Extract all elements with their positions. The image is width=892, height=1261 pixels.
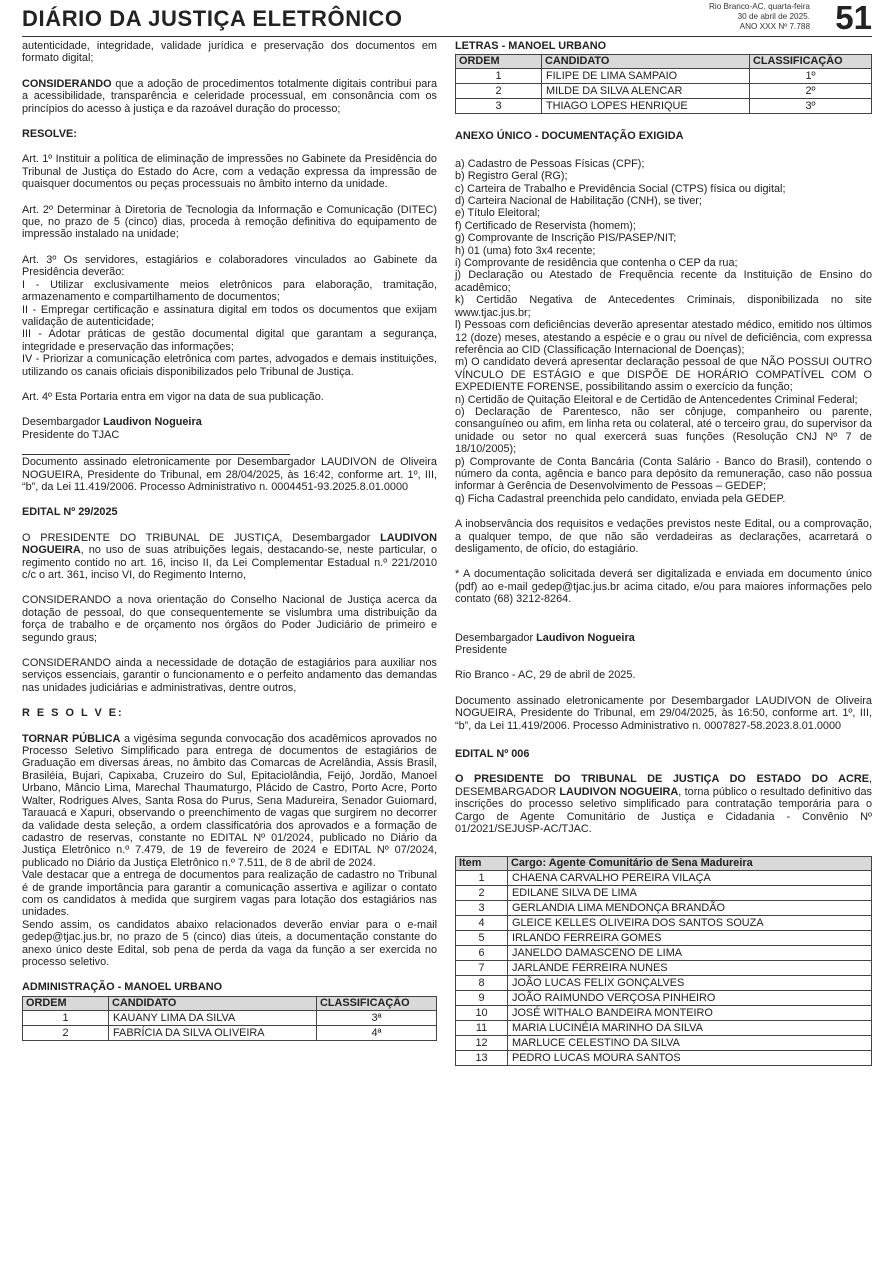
edital-intro-a: O PRESIDENTE DO TRIBUNAL DE JUSTIÇA, Desembargador: [22, 531, 381, 544]
list-item: f) Certificado de Reservista (homem);: [455, 219, 636, 232]
cell-item: 8: [456, 975, 508, 990]
cell-name: CHAENA CARVALHO PEREIRA VILAÇA: [508, 870, 872, 885]
edital-006-name: LAUDIVON NOGUEIRA: [559, 785, 679, 798]
page-header: [22, 0, 872, 37]
resolve-heading: RESOLVE:: [22, 128, 77, 141]
article-3-item-i: I - Utilizar exclusivamente meios eletrônicos para elaboração, tramitação, armazenamento e compartilhamento de documentos;: [22, 278, 437, 304]
article-4: Art. 4º Esta Portaria entra em vigor na data de sua publicação.: [22, 390, 324, 403]
documents-list: [455, 158, 872, 505]
letras-table-title: LETRAS - MANOEL URBANO: [455, 40, 607, 52]
list-item: g) Comprovante de Inscrição PIS/PASEP/NIT;: [455, 232, 677, 245]
edital-006-d: , torna público o resultado definitivo das inscrições do processo seletivo simplificado para contratação temporária para o Cargo de Agente Comunitário de Justiça e Cidadania - Convênio Nº 01/2021/SEJUSP-AC/TJAC.: [455, 785, 872, 836]
cell-classificacao: 2º: [750, 84, 872, 99]
table-header-row: [456, 856, 872, 870]
article-3-item-iii: III - Adotar práticas de gestão documental digital que garantam a segurança, integridade e preservação das informações;: [22, 328, 437, 353]
col-candidato: CANDIDATO: [542, 55, 750, 69]
cell-candidato: FABRÍCIA DA SILVA OLIVEIRA: [109, 1025, 317, 1040]
signature-name: Laudivon Nogueira: [103, 416, 202, 429]
table-row: [456, 990, 872, 1005]
edital-006-org: O PRESIDENTE DO TRIBUNAL DE JUSTIÇA DO ESTADO DO ACRE: [455, 773, 869, 786]
signature-prefix: Desembargador: [22, 416, 104, 429]
list-item: a) Cadastro de Pessoas Físicas (CPF);: [455, 157, 645, 170]
paragraph-authenticity: autenticidade, integridade, validade jurídica e preservação dos documentos em formato digital;: [22, 40, 437, 65]
table-row: [456, 84, 872, 99]
list-item: q) Ficha Cadastral preenchida pelo candidato, enviada pela GEDEP.: [455, 492, 786, 505]
cell-name: GLEICE KELLES OLIVEIRA DOS SANTOS SOUZA: [508, 915, 872, 930]
col-ordem: ORDEM: [456, 55, 542, 69]
cell-item: 13: [456, 1050, 508, 1065]
table-row: [456, 930, 872, 945]
cell-item: 11: [456, 1020, 508, 1035]
list-item: p) Comprovante de Conta Bancária (Conta Salário - Banco do Brasil), contendo o número da conta, agência e banco para depósito da remuneração, caso não possua informar à Gerência de Desenvolvimento de Pessoas – GEDEP;: [455, 455, 872, 493]
cell-classificacao: 1º: [750, 69, 872, 84]
list-item: m) O candidato deverá apresentar declaração pessoal de que NÃO POSSUI OUTRO VÍNCULO DE ESTÁGIO e que DISPÕE DE HORÁRIO COMPATÍVEL COM O EXPEDIENTE FORENSE, possibilitando assim o exercício da função;: [455, 356, 872, 394]
considerando-text: que a adoção de procedimentos totalmente digitais contribui para a acessibilidade, transparência e celeridade processual, em consonância com os princípios do acesso à justiça e da razoável duração do processo;: [22, 77, 437, 115]
col-cargo: Cargo: Agente Comunitário de Sena Madureira: [508, 856, 872, 870]
left-column: [22, 40, 437, 1053]
table-row: [456, 870, 872, 885]
cell-ordem: 1: [23, 1010, 109, 1025]
table-row: [456, 900, 872, 915]
paragraph-considerando: [22, 78, 437, 115]
cell-name: PEDRO LUCAS MOURA SANTOS: [508, 1050, 872, 1065]
cell-name: JOSÉ WITHALO BANDEIRA MONTEIRO: [508, 1005, 872, 1020]
header-date: 30 de abril de 2025.: [737, 12, 810, 21]
cell-classificacao: 4ª: [317, 1025, 437, 1040]
edital-006-b: , DESEMBARGADOR: [455, 773, 872, 798]
col-classificacao: CLASSIFICAÇÃO: [317, 996, 437, 1010]
col-ordem: ORDEM: [23, 996, 109, 1010]
cell-name: GERLANDIA LIMA MENDONÇA BRANDÃO: [508, 900, 872, 915]
sendo-assim: Sendo assim, os candidatos abaixo relacionados deverão enviar para o e-mail gedep@tjac.jus.br, no prazo de 5 (cinco) dias úteis, a documentação constante do anexo único deste Edital, sob pena de perda da vaga da função a ser exercida no processo seletivo.: [22, 918, 437, 968]
list-item: n) Certidão de Quitação Eleitoral e de Certidão de Antencedentes Criminal Federal;: [455, 393, 858, 406]
table-row: [456, 915, 872, 930]
cell-name: JOÃO LUCAS FELIX GONÇALVES: [508, 975, 872, 990]
table-row: [456, 1035, 872, 1050]
cell-candidato: MILDE DA SILVA ALENCAR: [542, 84, 750, 99]
table-row: [23, 1010, 437, 1025]
cell-ordem: 3: [456, 99, 542, 114]
masthead: DIÁRIO DA JUSTIÇA ELETRÔNICO: [22, 6, 403, 31]
page-number: 51: [835, 0, 872, 36]
table-header-row: [23, 996, 437, 1010]
inobservancia: A inobservância dos requisitos e vedações previstos neste Edital, ou a comprovação, a qualquer tempo, de que não são verdadeiras as declarações, acarretará o desligamento, de ofício, do estagiário.: [455, 518, 872, 555]
header-edition: ANO XXX Nº 7.788: [739, 22, 810, 31]
article-3: Art. 3º Os servidores, estagiários e colaboradores vinculados ao Gabinete da Presidência deverão:: [22, 253, 437, 279]
cell-name: JARLANDE FERREIRA NUNES: [508, 960, 872, 975]
header-place-date: Rio Branco-AC, quarta-feira: [708, 2, 810, 11]
table-row: [456, 69, 872, 84]
edital-intro-name: LAUDIVON NOGUEIRA: [22, 531, 437, 557]
cell-item: 9: [456, 990, 508, 1005]
signature-name: Laudivon Nogueira: [536, 631, 635, 644]
edital-29-title: EDITAL Nº 29/2025: [22, 506, 118, 519]
cell-ordem: 2: [456, 84, 542, 99]
cell-ordem: 1: [456, 69, 542, 84]
edital-006-text: [455, 773, 872, 835]
tornar-publica-label: TORNAR PÚBLICA: [22, 732, 121, 745]
cell-candidato: KAUANY LIMA DA SILVA: [109, 1010, 317, 1025]
digitalization-note: * A documentação solicitada deverá ser digitalizada e enviada em documento único (pdf) ao e-mail gedep@tjac.jus.br acima citado, e/ou para maiores informações pelo contato (68) 3212-8264.: [455, 568, 872, 606]
cell-item: 1: [456, 870, 508, 885]
cell-classificacao: 3ª: [317, 1010, 437, 1025]
vale-destacar: Vale destacar que a entrega de documentos para realização de cadastro no Tribunal é de grande importância para garantir a comunicação assertiva e agilizar o contato com os candidatos à medida que surgirem vagas para lotação dos estagiários nas unidades.: [22, 869, 437, 919]
list-item: j) Declaração ou Atestado de Frequência recente da Instituição de Ensino do acadêmico;: [455, 269, 872, 294]
article-2: Art. 2º Determinar à Diretoria de Tecnologia da Informação e Comunicação (DITEC) que, no prazo de 5 (cinco) dias, proceda à remoção definitiva do equipamento de impressão instalado na unidade;: [22, 203, 437, 241]
cell-name: EDILANE SILVA DE LIMA: [508, 885, 872, 900]
list-item: k) Certidão Negativa de Antecedentes Criminais, disponibilizada no site www.tjac.jus.br;: [455, 294, 872, 319]
list-item: o) Declaração de Parentesco, não ser cônjuge, companheiro ou parente, consanguíneo ou afim, em linha reta ou colateral, até o terceiro grau, do supervisor da unidade ou setor no qual exercerá suas funções (Resolução CNJ Nº 7 de 18/10/2005);: [455, 405, 872, 456]
right-column: [455, 40, 872, 1078]
cell-ordem: 2: [23, 1025, 109, 1040]
table-row: [456, 1020, 872, 1035]
cell-item: 6: [456, 945, 508, 960]
considerando-label: CONSIDERANDO: [22, 77, 112, 90]
signature-role: Presidente do TJAC: [22, 428, 120, 441]
signature-prefix: Desembargador: [455, 631, 537, 644]
list-item: h) 01 (uma) foto 3x4 recente;: [455, 244, 596, 257]
edital-intro-c: , no uso de suas atribuições legais, destacando-se, neste particular, o regimento contido no art. 16, inciso II, da Lei Complementar Estadual n.º 221/2010 c/c o art. 361, inciso VI, do Regimento Interno,: [22, 544, 437, 581]
col-classificacao: CLASSIFICAÇÃO: [750, 55, 872, 69]
cell-classificacao: 3º: [750, 99, 872, 114]
edital-006-title: EDITAL Nº 006: [455, 748, 530, 761]
signature-block: [22, 416, 437, 441]
tornar-publica: [22, 733, 437, 869]
cell-name: JANELDO DAMASCENO DE LIMA: [508, 945, 872, 960]
header-info: [709, 2, 810, 32]
tornar-publica-text: a vigésima segunda convocação dos acadêmicos aprovados no Processo Seletivo Simplificado para entrega de documentos de estagiários de Graduação em diversas áreas, no âmbito das Comarcas de Acrelândia, Assis Brasil, Brasiléia, Bujari, Capixaba, Cruzeiro do Sul, Epitaciolândia, Feijó, Jordão, Manoel Urbano, Mâncio Lima, Marechal Thaumaturgo, Plácido de Castro, Porto Acre, Porto Walter, Rodrigues Alves, Santa Rosa do Purus, Sena Madureira, Senador Guiomard, Tarauacá e Xapuri, observando o preenchimento de vagas que surgirem no decorrer da validade desta seleção, a ordem classificatória dos aprovados e a formação de cadastro de reservas, constante no EDITAL Nº 01/2024, publicado no Diário da Justiça Eletrônico n.º 7.479, de 19 de fevereiro de 2024 e EDITAL Nº 07/2024, publicado no Diário da Justiça Eletrônico n.º 7.511, de 8 de abril de 2024.: [22, 732, 437, 869]
table-row: [456, 1005, 872, 1020]
cell-name: IRLANDO FERREIRA GOMES: [508, 930, 872, 945]
table-header-row: [456, 55, 872, 69]
considerando-2: CONSIDERANDO ainda a necessidade de dotação de estagiários para auxiliar nos serviços essenciais, garantir o funcionamento e o perfeito andamento das demandas nas unidades judiciárias e administrativas, dentre outros,: [22, 657, 437, 694]
cell-item: 5: [456, 930, 508, 945]
table-row: [456, 99, 872, 114]
cell-item: 12: [456, 1035, 508, 1050]
signature-role: Presidente: [455, 644, 508, 657]
table-row: [456, 945, 872, 960]
table-row: [456, 975, 872, 990]
letras-table: [455, 54, 872, 114]
col-candidato: CANDIDATO: [109, 996, 317, 1010]
list-item: e) Título Eleitoral;: [455, 207, 541, 220]
electronic-signature-note: Documento assinado eletronicamente por Desembargador LAUDIVON de Oliveira NOGUEIRA, Presidente do Tribunal, em 28/04/2025, às 16:42, conforme art. 1º, III, “b”, da Lei 11.419/2006. Processo Administrativo n. 0004451-93.2025.8.01.0000: [22, 456, 437, 493]
table-row: [456, 1050, 872, 1065]
agentes-table: [455, 856, 872, 1066]
cell-item: 7: [456, 960, 508, 975]
cell-name: MARIA LUCINÉIA MARINHO DA SILVA: [508, 1020, 872, 1035]
resolve-heading-2: R E S O L V E:: [22, 707, 124, 720]
anexo-title: ANEXO ÚNICO - DOCUMENTAÇÃO EXIGIDA: [455, 130, 684, 143]
list-item: c) Carteira de Trabalho e Previdência Social (CTPS) física ou digital;: [455, 182, 786, 195]
list-item: d) Carteira Nacional de Habilitação (CNH), se tiver;: [455, 195, 702, 208]
considerando-1: CONSIDERANDO a nova orientação do Conselho Nacional de Justiça acerca da dotação de pessoal, do que consequentemente se vislumbra uma distribuição da força de trabalho e de orçamento nos órgãos do Poder Judiciário de primeiro e segundo graus;: [22, 594, 437, 644]
table-row: [456, 960, 872, 975]
cell-candidato: FILIPE DE LIMA SAMPAIO: [542, 69, 750, 84]
article-3-item-iv: IV - Priorizar a comunicação eletrônica com partes, advogados e demais instituições, utilizando os canais oficiais disponibilizados pelo Tribunal de Justiça.: [22, 353, 437, 378]
admin-table-title: ADMINISTRAÇÃO - MANOEL URBANO: [22, 981, 223, 994]
list-item: i) Comprovante de residência que contenha o CEP da rua;: [455, 257, 738, 270]
cell-candidato: THIAGO LOPES HENRIQUE: [542, 99, 750, 114]
edital-29-intro: [22, 532, 437, 582]
admin-table: [22, 996, 437, 1041]
list-item: b) Registro Geral (RG);: [455, 170, 568, 183]
article-3-item-ii: II - Empregar certificação e assinatura digital em todos os documentos que exijam validação de autenticidade;: [22, 303, 437, 328]
cell-name: JOÃO RAIMUNDO VERÇOSA PINHEIRO: [508, 990, 872, 1005]
place-date: Rio Branco - AC, 29 de abril de 2025.: [455, 669, 636, 682]
col-item: Item: [456, 856, 508, 870]
divider: [22, 454, 290, 455]
signature-block-2: [455, 632, 872, 657]
table-row: [456, 885, 872, 900]
electronic-signature-note-2: Documento assinado eletronicamente por Desembargador LAUDIVON de Oliveira NOGUEIRA, Presidente do Tribunal, em 29/04/2025, às 16:50, conforme art. 1º, III, “b”, da Lei 11.419/2006. Processo Administrativo n. 0007827-58.2023.8.01.0000: [455, 694, 872, 732]
cell-name: MARLUCE CELESTINO DA SILVA: [508, 1035, 872, 1050]
list-item: l) Pessoas com deficiências deverão apresentar atestado médico, emitido nos últimos 12 (doze) meses, atestando a espécie e o grau ou nível de deficiência, com expressa referência ao CID (Classificação Internacional de Doenças);: [455, 319, 872, 356]
cell-item: 3: [456, 900, 508, 915]
cell-item: 4: [456, 915, 508, 930]
article-1: Art. 1º Instituir a política de eliminação de impressões no Gabinete da Presidência do Tribunal de Justiça do Estado do Acre, com a vedação expressa da impressão de quaisquer documentos ou peças processuais no âmbito interno da unidade.: [22, 153, 437, 191]
cell-item: 2: [456, 885, 508, 900]
cell-item: 10: [456, 1005, 508, 1020]
table-row: [23, 1025, 437, 1040]
